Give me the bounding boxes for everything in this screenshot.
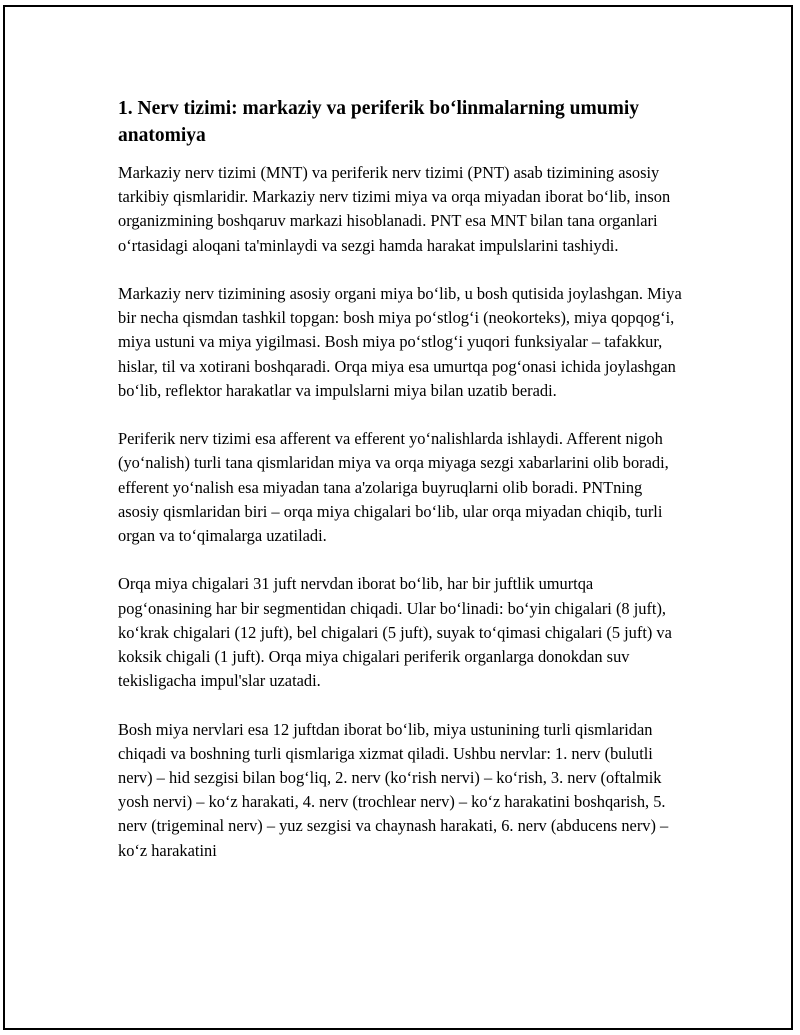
paragraph-1: Markaziy nerv tizimi (MNT) va periferik nerv tizimi (PNT) asab tizimining asosiy tarkibiy qismlaridir. Markaziy nerv tizimi miya va orqa miyadan iborat bo‘lib, inson organizmining boshqaruv markazi hisoblanadi. PNT esa MNT bilan tana organlari o‘rtasidagi aloqani ta'minlaydi va sezgi hamda harakat impulslarini tashiydi. bbox=[118, 163, 671, 255]
section-heading: 1. Nerv tizimi: markaziy va periferik bo‘linmalarning umumiy anatomiya bbox=[118, 98, 640, 146]
paragraph-4: Orqa miya chigalari 31 juft nervdan iborat bo‘lib, har bir juftlik umurtqa pog‘onasining har bir segmentidan chiqadi. Ular bo‘linadi: bo‘yin chigalari (8 juft), ko‘krak chigalari (12 juft), bel chigalari (5 juft), suyak to‘qimasi chigalari (5 juft) va koksik chigali (1 juft). Orqa miya chigalari periferik organlarga donokdan suv tekisligacha impul'slar uzatadi. bbox=[118, 574, 672, 691]
paragraph-5: Bosh miya nervlari esa 12 juftdan iborat bo‘lib, miya ustunining turli qismlaridan chiqadi va boshning turli qismlariga xizmat qiladi. Ushbu nervlar: 1. nerv (bulutli nerv) – hid sezgisi bilan bog‘liq, 2. nerv (ko‘rish nervi) – ko‘rish, 3. nerv (oftalmik yosh nervi) – ko‘z harakati, 4. nerv (trochlear nerv) – ko‘z harakatini boshqarish, 5. nerv (trigeminal nerv) – yuz sezgisi va chaynash harakati, 6. nerv (abducens nerv) – ko‘z harakatini bbox=[118, 719, 669, 860]
document-body bbox=[118, 95, 684, 887]
paragraph-3: Periferik nerv tizimi esa afferent va efferent yo‘nalishlarda ishlaydi. Afferent nigoh (yo‘nalish) turli tana qismlaridan miya va orqa miyaga sezgi xabarlarini olib boradi, efferent yo‘nalish esa miyadan tana a'zolariga buyruqlarni olib boradi. PNTning asosiy qismlaridan biri – orqa miya chigalari bo‘lib, ular orqa miyadan chiqib, turli organ va to‘qimalarga uzatiladi. bbox=[118, 429, 669, 546]
paragraph-2: Markaziy nerv tizimining asosiy organi miya bo‘lib, u bosh qutisida joylashgan. Miya bir necha qismdan tashkil topgan: bosh miya po‘stlog‘i (neokorteks), miya qopqog‘i, miya ustuni va miya yigilmasi. Bosh miya po‘stlog‘i yuqori funksiyalar – tafakkur, hislar, til va xotirani boshqaradi. Orqa miya esa umurtqa pog‘onasi ichida joylashgan bo‘lib, reflektor harakatlar va impulslarni miya bilan uzatib beradi. bbox=[118, 284, 682, 400]
